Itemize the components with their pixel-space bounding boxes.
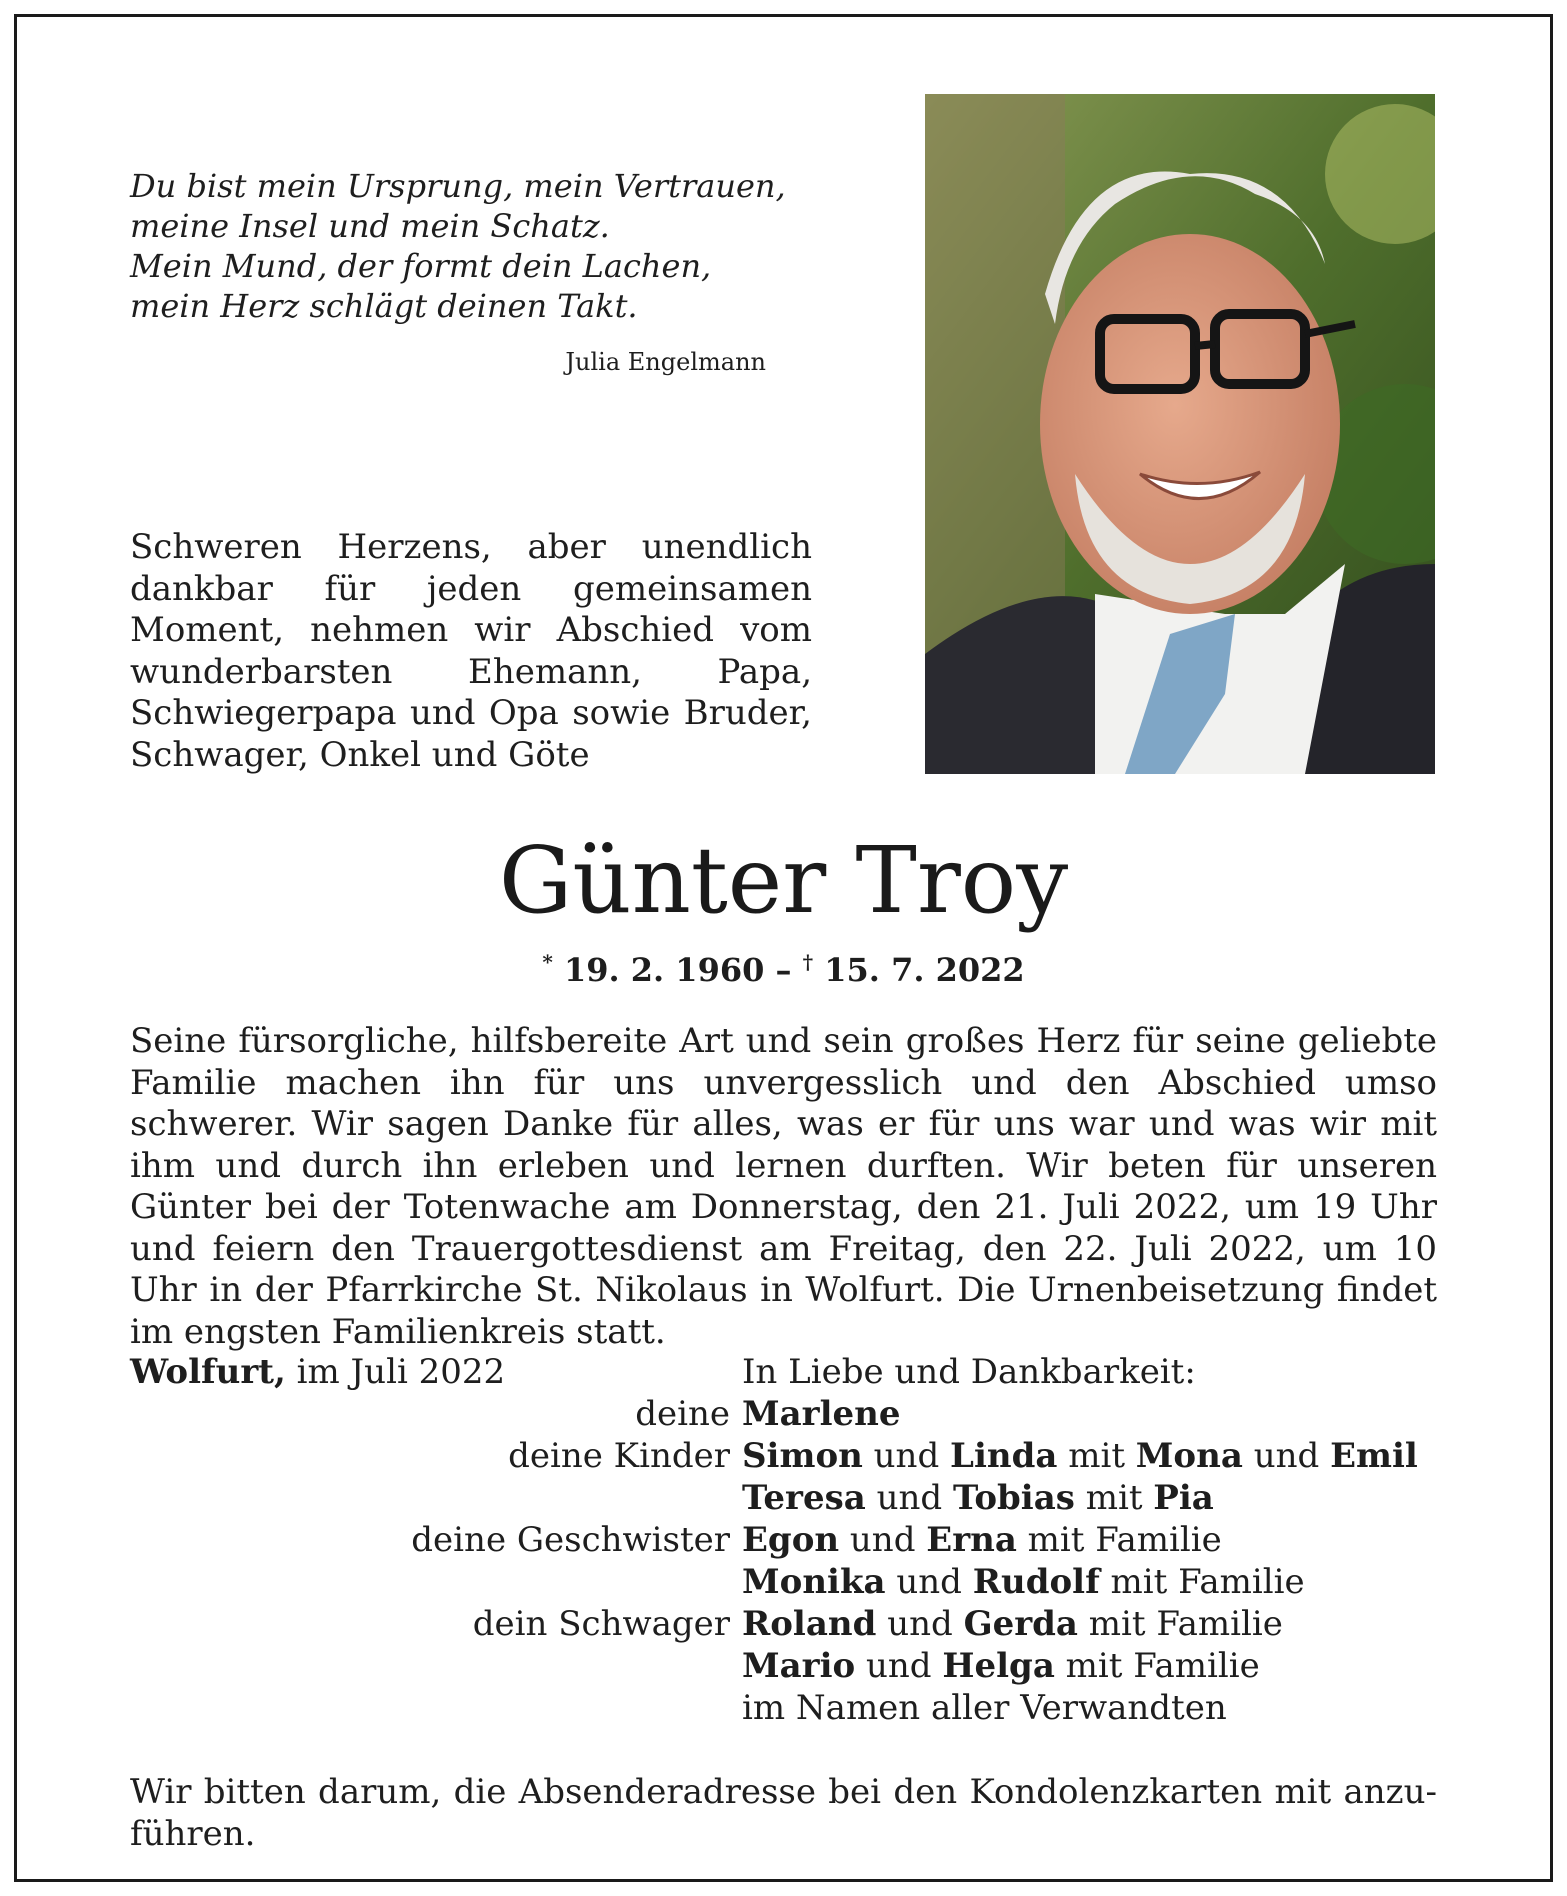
family-name: Marlene xyxy=(742,1394,901,1434)
portrait-photo xyxy=(925,94,1435,774)
relation-label: dein Schwager xyxy=(472,1604,730,1644)
family-name: Monika xyxy=(742,1562,886,1602)
family-name: Gerda xyxy=(963,1604,1078,1644)
list-item xyxy=(130,1351,1460,1393)
portrait-illustration xyxy=(925,94,1435,774)
family-name: Erna xyxy=(926,1520,1017,1560)
poem-line: Mein Mund, der formt dein Lachen, xyxy=(130,247,712,285)
closing-note: Wir bitten darum, die Absenderadresse bei den Kondolenzkarten mit anzuführen. xyxy=(130,1772,1437,1854)
list-item xyxy=(130,1435,1460,1477)
family-name: Teresa xyxy=(742,1478,866,1518)
family-name: Linda xyxy=(950,1436,1058,1476)
poem-line: meine Insel und mein Schatz. xyxy=(130,207,610,245)
family-name: Pia xyxy=(1153,1478,1214,1518)
poem-author: Julia Engelmann xyxy=(565,348,766,376)
family-name: Roland xyxy=(742,1604,877,1644)
death-symbol: † xyxy=(802,950,814,974)
connector: und xyxy=(876,1478,943,1518)
birth-date: 19. 2. 1960 xyxy=(563,951,765,989)
family-name: Helga xyxy=(942,1646,1055,1686)
body-paragraph: Seine fürsorgliche, hilfsbereite Art und sein großes Herz für seine geliebte Familie machen ihn für uns unvergesslich und den Abschied umso schwerer. Wir sagen Danke für alles, was er für uns war und was wir mit ihm und durch ihn erleben und lernen durften. Wir beten für unseren Günter bei der Totenwache am Donnerstag, den 21. Juli 2022, um 19 Uhr und feiern den Trauergottesdienst am Freitag, den 22. Juli 2022, um 10 Uhr in der Pfarrkirche St. Nikolaus in Wolfurt. Die Urnenbeisetzung findet im engsten Familienkreis statt. xyxy=(130,1021,1437,1352)
connector: und xyxy=(896,1562,962,1602)
life-dates xyxy=(0,950,1567,989)
family-name: Mona xyxy=(1135,1436,1243,1476)
family-name: Mario xyxy=(742,1646,856,1686)
family-name: Emil xyxy=(1330,1436,1418,1476)
poem-line: Du bist mein Ursprung, mein Vertrauen, xyxy=(130,167,786,205)
list-item xyxy=(130,1645,1460,1687)
deceased-name: Günter Troy xyxy=(498,827,1069,934)
connector: mit Familie xyxy=(1027,1520,1222,1560)
place-city: Wolfurt, xyxy=(130,1352,286,1392)
intro-paragraph: Schweren Herzens, aber unendlich dankbar für jeden gemeinsamen Moment, nehmen wir Abschied vom wunderbarsten Ehemann, Papa, Schwiegerpapa und Opa sowie Bruder, Schwager, Onkel und Göte xyxy=(130,527,812,775)
birth-symbol: * xyxy=(542,950,553,974)
list-item xyxy=(130,1477,1460,1519)
family-heading: In Liebe und Dankbarkeit: xyxy=(742,1352,1196,1392)
list-item xyxy=(130,1603,1460,1645)
relation-label: deine xyxy=(635,1394,730,1434)
family-name: Simon xyxy=(742,1436,863,1476)
place-month: im Juli 2022 xyxy=(296,1352,506,1392)
list-item xyxy=(130,1561,1460,1603)
connector: mit xyxy=(1068,1436,1125,1476)
connector: und xyxy=(887,1604,953,1644)
connector: und xyxy=(873,1436,940,1476)
connector: mit xyxy=(1085,1478,1143,1518)
poem-quote xyxy=(130,166,830,326)
family-list xyxy=(130,1351,1460,1729)
family-name: Tobias xyxy=(952,1478,1075,1518)
connector: und xyxy=(866,1646,932,1686)
connector: und xyxy=(1253,1436,1320,1476)
connector: mit Familie xyxy=(1065,1646,1260,1686)
relatives-line: im Namen aller Verwandten xyxy=(742,1688,1227,1728)
poem-line: mein Herz schlägt deinen Takt. xyxy=(130,287,638,325)
list-item xyxy=(130,1687,1460,1729)
connector: mit Familie xyxy=(1110,1562,1305,1602)
connector: mit Familie xyxy=(1088,1604,1283,1644)
list-item xyxy=(130,1393,1460,1435)
family-name: Rudolf xyxy=(972,1562,1100,1602)
death-date: 15. 7. 2022 xyxy=(824,951,1025,989)
relation-label: deine Kinder xyxy=(508,1436,730,1476)
list-item xyxy=(130,1519,1460,1561)
family-name: Egon xyxy=(742,1520,840,1560)
relation-label: deine Geschwister xyxy=(411,1520,730,1560)
connector: und xyxy=(849,1520,916,1560)
date-separator: – xyxy=(775,951,792,989)
